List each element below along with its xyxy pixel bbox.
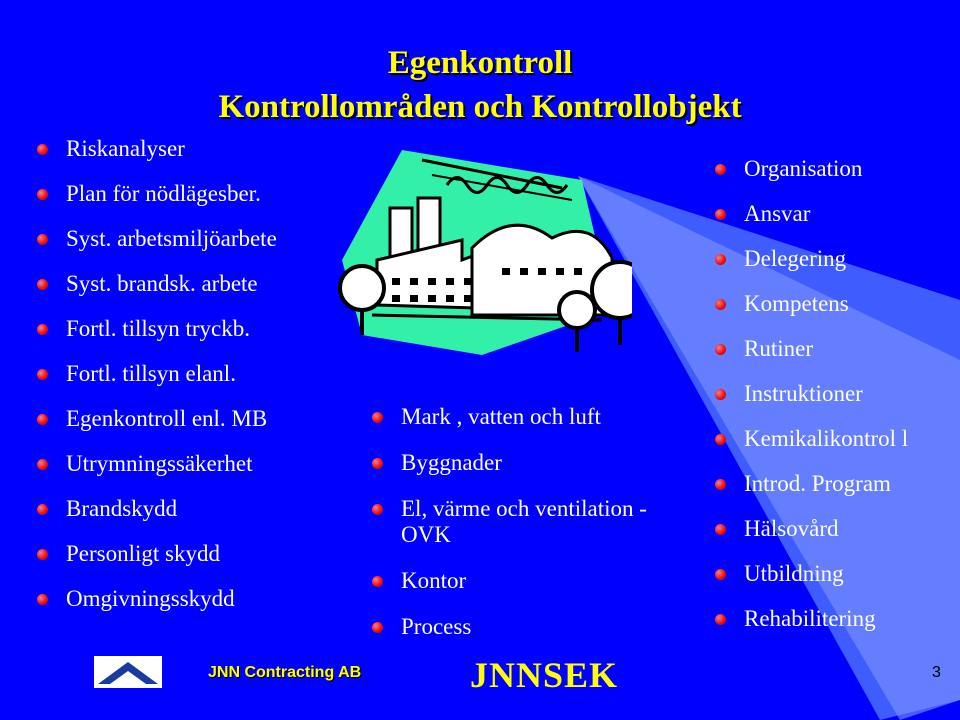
list-item-label: Kompetens [744, 291, 849, 316]
list-item [37, 496, 357, 541]
red-dot-bullet-icon [37, 324, 48, 335]
red-dot-bullet-icon [37, 549, 48, 560]
list-item [715, 426, 945, 452]
red-dot-bullet-icon [715, 299, 726, 310]
list-item [37, 316, 357, 361]
list-item-label: Syst. brandsk. arbete [66, 271, 258, 296]
list-item [372, 496, 672, 548]
list-item-label: Fortl. tillsyn elanl. [66, 361, 236, 386]
list-item [715, 291, 945, 317]
list-item [715, 471, 945, 497]
company-name: JNN Contracting AB [208, 664, 362, 681]
red-dot-bullet-icon [372, 412, 383, 423]
list-item [37, 271, 357, 316]
red-dot-bullet-icon [715, 434, 726, 445]
list-item [372, 614, 672, 640]
list-item [715, 201, 945, 227]
list-item [715, 381, 945, 407]
list-item-label: Organisation [744, 156, 863, 181]
right-bullet-list [715, 156, 945, 651]
list-item [37, 451, 357, 496]
red-dot-bullet-icon [372, 504, 383, 515]
list-item-label: Byggnader [401, 450, 502, 475]
red-dot-bullet-icon [37, 189, 48, 200]
list-item-label: Delegering [744, 246, 847, 271]
list-item-label: Instruktioner [744, 381, 863, 406]
left-bullet-list [37, 136, 357, 631]
list-item [715, 516, 945, 542]
red-dot-bullet-icon [37, 144, 48, 155]
list-item-label: Egenkontroll enl. MB [66, 406, 268, 431]
red-dot-bullet-icon [37, 504, 48, 515]
list-item-label: Fortl. tillsyn tryckb. [66, 316, 250, 341]
red-dot-bullet-icon [37, 459, 48, 470]
chevron-roof-logo-icon [94, 656, 162, 688]
list-item [37, 586, 357, 631]
list-item [37, 136, 357, 181]
red-dot-bullet-icon [37, 594, 48, 605]
list-item-label: Introd. Program [744, 471, 891, 496]
list-item [37, 406, 357, 451]
red-dot-bullet-icon [715, 209, 726, 220]
red-dot-bullet-icon [715, 524, 726, 535]
brand-name: JNNSEK [470, 655, 619, 695]
list-item-label: Ansvar [744, 201, 811, 226]
list-item-label: Rutiner [744, 336, 813, 361]
list-item-label: Omgivningsskydd [66, 586, 235, 611]
list-item [37, 181, 357, 226]
list-item-label: Kemikalikontrol l [744, 426, 909, 451]
list-item [372, 450, 672, 476]
list-item-label: Riskanalyser [66, 136, 185, 161]
red-dot-bullet-icon [37, 234, 48, 245]
list-item [715, 561, 945, 587]
list-item [37, 361, 357, 406]
list-item [715, 156, 945, 182]
red-dot-bullet-icon [715, 389, 726, 400]
list-item-label: Hälsovård [744, 516, 839, 541]
list-item [715, 246, 945, 272]
list-item [372, 404, 672, 430]
factory-illustration [332, 140, 632, 370]
red-dot-bullet-icon [372, 576, 383, 587]
slide-subtitle: Kontrollområden och Kontrollobjekt [218, 89, 742, 125]
red-dot-bullet-icon [372, 622, 383, 633]
red-dot-bullet-icon [715, 344, 726, 355]
list-item-label: Mark , vatten och luft [401, 404, 601, 429]
red-dot-bullet-icon [372, 458, 383, 469]
page-number: 3 [932, 664, 941, 681]
red-dot-bullet-icon [715, 254, 726, 265]
list-item-label: Syst. arbetsmiljöarbete [66, 226, 277, 251]
red-dot-bullet-icon [715, 164, 726, 175]
list-item [37, 226, 357, 271]
middle-bullet-list [372, 404, 672, 660]
red-dot-bullet-icon [715, 569, 726, 580]
red-dot-bullet-icon [715, 614, 726, 625]
red-dot-bullet-icon [37, 369, 48, 380]
list-item-label: Brandskydd [66, 496, 178, 521]
list-item-label: Kontor [401, 568, 467, 593]
list-item-label: El, värme och ventilation - OVK [401, 496, 647, 547]
list-item-label: Utbildning [744, 561, 844, 586]
list-item-label: Process [401, 614, 472, 639]
red-dot-bullet-icon [37, 414, 48, 425]
list-item-label: Plan för nödlägesber. [66, 181, 261, 206]
list-item-label: Utrymningssäkerhet [66, 451, 253, 476]
list-item [37, 541, 357, 586]
list-item-label: Personligt skydd [66, 541, 220, 566]
slide-title: Egenkontroll [387, 45, 573, 81]
list-item [715, 336, 945, 362]
list-item [715, 606, 945, 632]
list-item-label: Rehabilitering [744, 606, 876, 631]
red-dot-bullet-icon [715, 479, 726, 490]
red-dot-bullet-icon [37, 279, 48, 290]
list-item [372, 568, 672, 594]
